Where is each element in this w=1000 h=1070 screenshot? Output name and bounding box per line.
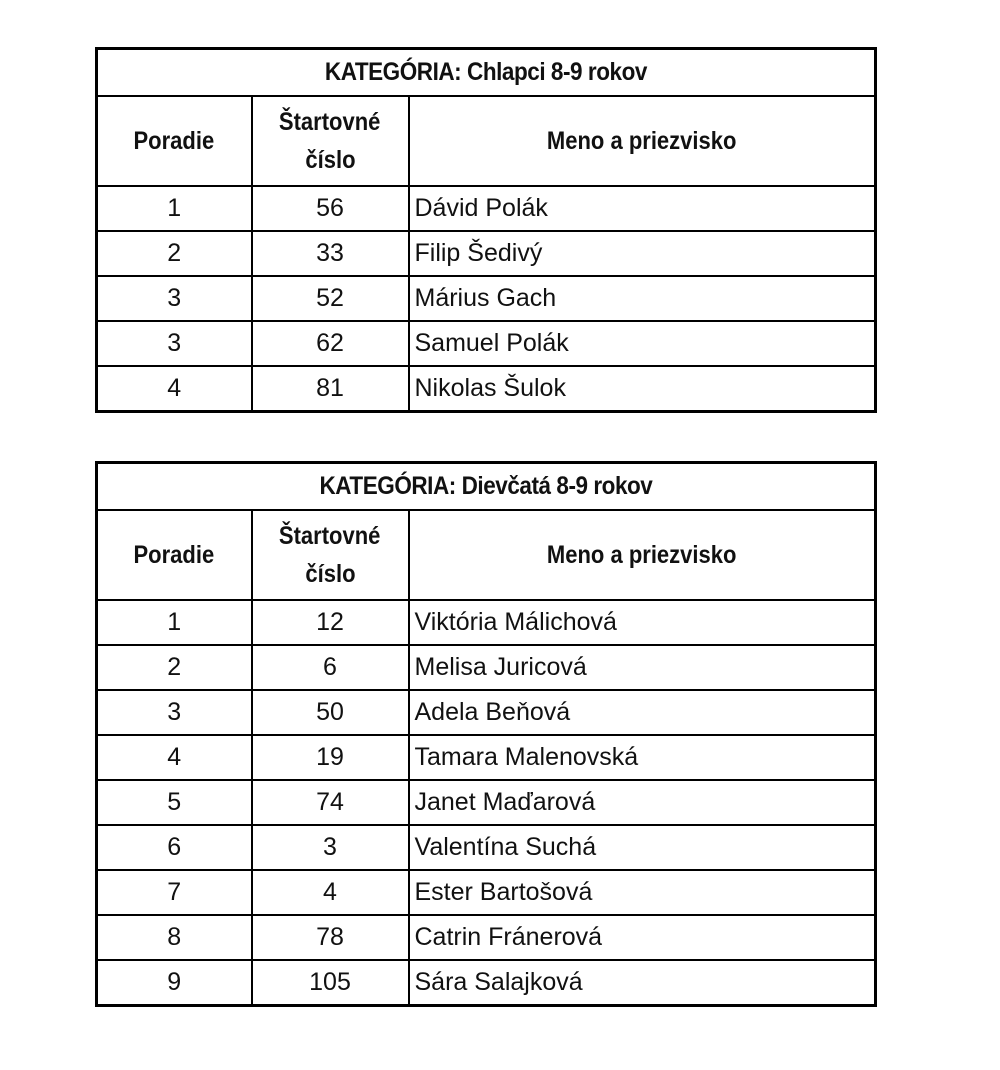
header-start-number: Štartovné číslo xyxy=(252,510,409,600)
rank-cell: 3 xyxy=(97,321,252,366)
start-number-cell: 3 xyxy=(252,825,409,870)
table-row xyxy=(97,780,876,825)
rank-cell: 1 xyxy=(97,600,252,645)
rank-cell: 3 xyxy=(97,276,252,321)
table-row xyxy=(97,276,876,321)
rank-cell: 4 xyxy=(97,366,252,412)
table-row xyxy=(97,735,876,780)
table-row xyxy=(97,231,876,276)
start-number-cell: 62 xyxy=(252,321,409,366)
name-cell: Catrin Fránerová xyxy=(409,915,876,960)
start-number-cell: 52 xyxy=(252,276,409,321)
start-number-cell: 78 xyxy=(252,915,409,960)
table-row xyxy=(97,645,876,690)
table-row xyxy=(97,960,876,1006)
rank-cell: 1 xyxy=(97,186,252,231)
start-number-cell: 56 xyxy=(252,186,409,231)
results-table-girls xyxy=(95,461,877,1007)
name-cell: Samuel Polák xyxy=(409,321,876,366)
name-cell: Valentína Suchá xyxy=(409,825,876,870)
name-cell: Adela Beňová xyxy=(409,690,876,735)
results-table-boys xyxy=(95,47,877,413)
name-cell: Filip Šedivý xyxy=(409,231,876,276)
header-rank: Poradie xyxy=(97,96,252,186)
name-cell: Dávid Polák xyxy=(409,186,876,231)
table-row xyxy=(97,825,876,870)
header-rank: Poradie xyxy=(97,510,252,600)
start-number-cell: 81 xyxy=(252,366,409,412)
table-row xyxy=(97,870,876,915)
name-cell: Melisa Juricová xyxy=(409,645,876,690)
header-name: Meno a priezvisko xyxy=(409,96,876,186)
header-start-number: Štartovné číslo xyxy=(252,96,409,186)
name-cell: Viktória Málichová xyxy=(409,600,876,645)
rank-cell: 3 xyxy=(97,690,252,735)
start-number-cell: 74 xyxy=(252,780,409,825)
name-cell: Sára Salajková xyxy=(409,960,876,1006)
start-number-cell: 6 xyxy=(252,645,409,690)
rank-cell: 2 xyxy=(97,231,252,276)
category-title: KATEGÓRIA: Dievčatá 8-9 rokov xyxy=(97,463,876,511)
rank-cell: 4 xyxy=(97,735,252,780)
name-cell: Ester Bartošová xyxy=(409,870,876,915)
table-row xyxy=(97,915,876,960)
rank-cell: 7 xyxy=(97,870,252,915)
table-row xyxy=(97,186,876,231)
name-cell: Márius Gach xyxy=(409,276,876,321)
rank-cell: 9 xyxy=(97,960,252,1006)
start-number-cell: 33 xyxy=(252,231,409,276)
table-row xyxy=(97,366,876,412)
table-row xyxy=(97,321,876,366)
category-title: KATEGÓRIA: Chlapci 8-9 rokov xyxy=(97,49,876,97)
start-number-cell: 4 xyxy=(252,870,409,915)
rank-cell: 5 xyxy=(97,780,252,825)
start-number-cell: 12 xyxy=(252,600,409,645)
start-number-cell: 50 xyxy=(252,690,409,735)
name-cell: Janet Maďarová xyxy=(409,780,876,825)
table-row xyxy=(97,600,876,645)
name-cell: Nikolas Šulok xyxy=(409,366,876,412)
rank-cell: 8 xyxy=(97,915,252,960)
rank-cell: 2 xyxy=(97,645,252,690)
start-number-cell: 19 xyxy=(252,735,409,780)
start-number-cell: 105 xyxy=(252,960,409,1006)
name-cell: Tamara Malenovská xyxy=(409,735,876,780)
rank-cell: 6 xyxy=(97,825,252,870)
header-name: Meno a priezvisko xyxy=(409,510,876,600)
table-row xyxy=(97,690,876,735)
